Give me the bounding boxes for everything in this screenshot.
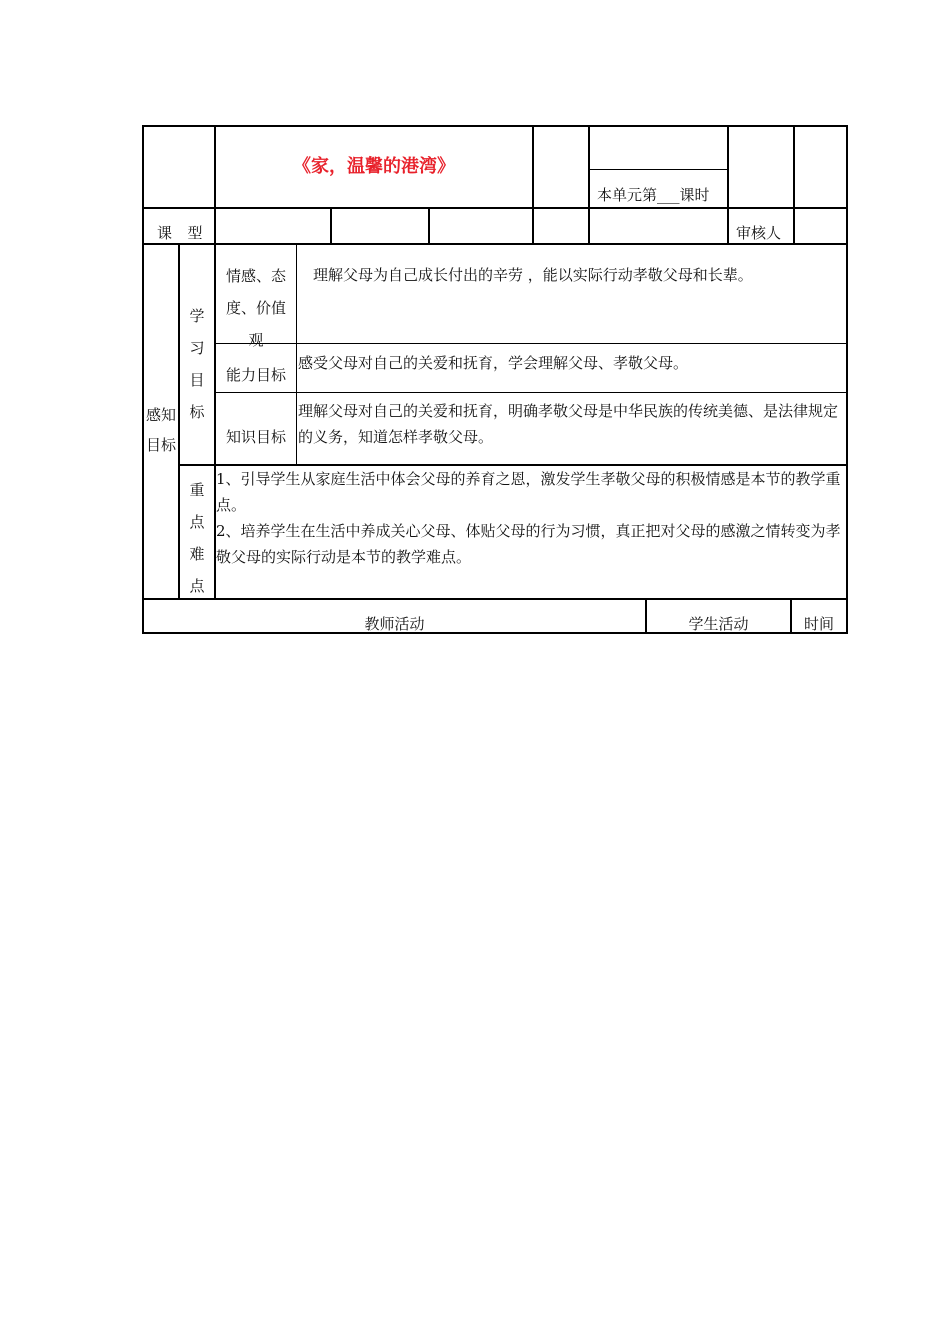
table-border-left [142,125,144,634]
group-label-char: 学 [189,307,205,325]
class-type-label: 课 型 [157,224,205,242]
row-divider-3 [216,343,848,344]
objective-label-ability: 能力目标 [225,366,286,384]
col-divider-f [330,207,332,244]
objective-text-knowledge: 理解父母对自己的关爱和抚育，明确孝敬父母是中华民族的传统美德、是法律规定的义务，知道怎样孝敬父母。 [298,402,839,446]
key-points-text [216,466,846,570]
col-divider-j [296,243,297,465]
col-divider-e [793,125,795,244]
teacher-activity-header: 教师活动 [364,615,425,633]
lesson-count-label: 本单元第___课时 [597,186,710,204]
key-point-item: 1、引导学生从家庭生活中体会父母的养育之恩，激发学生孝敬父母的积极情感是本节的教学重点。 [216,470,841,514]
row-divider-1 [142,207,848,209]
key-label-char: 难 [189,545,205,563]
group-label-char: 标 [189,403,205,421]
objective-text-ability: 感受父母对自己的关爱和抚育，学会理解父母、孝敬父母。 [298,354,689,372]
row-divider-6 [142,598,848,600]
group-label-char: 习 [189,339,205,357]
section-label-line-1: 感知 [145,406,176,424]
key-points-label [180,476,214,600]
objective-label-line: 情感、态 [225,267,286,285]
col-divider-d [727,125,729,244]
group-label-char: 目 [189,371,205,389]
objective-label-line: 度、价值 [225,299,286,317]
col-divider-b [532,125,534,244]
col-divider-g [428,207,430,244]
key-label-char: 重 [189,481,205,499]
lesson-count-divider [588,169,727,170]
section-label [144,400,178,460]
reviewer-label: 审核人 [736,224,782,242]
key-point-item: 2、培养学生在生活中养成关心父母、体贴父母的行为习惯，真正把对父母的感激之情转变为孝敬父母的实际行动是本节的教学难点。 [216,522,841,566]
time-header: 时间 [803,615,834,633]
key-label-char: 点 [189,513,205,531]
objective-label-knowledge: 知识目标 [225,428,286,446]
col-divider-c [588,125,590,244]
objective-text-emotion: 理解父母为自己成长付出的辛劳 ，能以实际行动孝敬父母和长辈。 [313,266,753,284]
learning-objectives-label [180,300,214,428]
table-border-right [846,125,848,634]
objective-label-emotion [216,260,296,349]
row-divider-4 [216,392,848,393]
section-label-line-2: 目标 [145,436,176,454]
objective-label-line: 观 [248,331,264,349]
student-activity-header: 学生活动 [688,615,749,633]
key-label-char: 点 [189,577,205,595]
lesson-title: 《家，温馨的港湾》 [293,156,455,178]
